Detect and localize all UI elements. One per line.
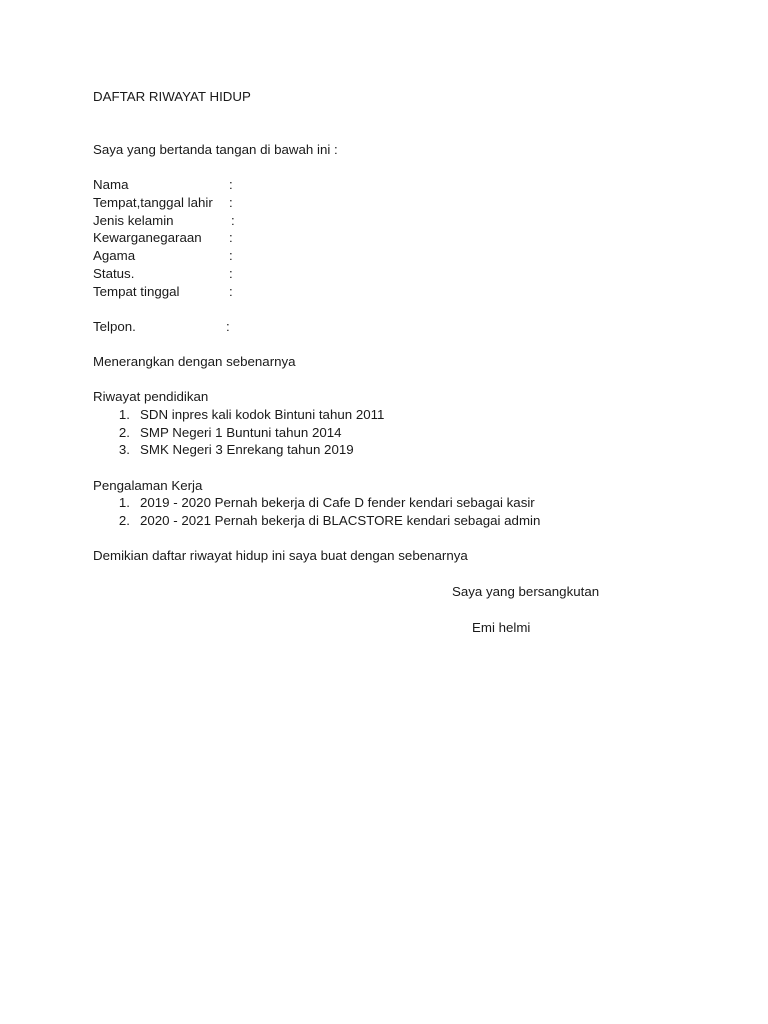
work-heading: Pengalaman Kerja: [93, 478, 203, 493]
field-colon-tempat-tinggal: :: [229, 284, 233, 299]
field-label-agama: Agama: [93, 248, 136, 263]
statement-text: Menerangkan dengan sebenarnya: [93, 354, 296, 369]
document-title: DAFTAR RIWAYAT HIDUP: [93, 89, 251, 104]
field-label-telpon: Telpon.: [93, 319, 136, 334]
work-item-number: 1.: [118, 495, 130, 510]
field-colon-telpon: :: [226, 319, 230, 334]
field-label-status: Status.: [93, 266, 135, 281]
field-colon-kewarganegaraan: :: [229, 230, 233, 245]
field-label-tempat-tanggal-lahir: Tempat,tanggal lahir: [93, 195, 213, 210]
intro-text: Saya yang bertanda tangan di bawah ini :: [93, 142, 338, 157]
education-heading: Riwayat pendidikan: [93, 389, 209, 404]
closing-text: Demikian daftar riwayat hidup ini saya buat dengan sebenarnya: [93, 548, 468, 563]
education-item-number: 3.: [118, 442, 130, 457]
field-colon-status: :: [229, 266, 233, 281]
field-colon-nama: :: [229, 177, 233, 192]
field-colon-agama: :: [229, 248, 233, 263]
field-label-tempat-tinggal: Tempat tinggal: [93, 284, 180, 299]
education-item: SDN inpres kali kodok Bintuni tahun 2011: [140, 407, 385, 422]
signature-label: Saya yang bersangkutan: [452, 584, 600, 599]
education-item-number: 2.: [118, 425, 130, 440]
field-label-jenis-kelamin: Jenis kelamin: [93, 213, 174, 228]
education-item: SMK Negeri 3 Enrekang tahun 2019: [140, 442, 354, 457]
field-colon-tempat-tanggal-lahir: :: [229, 195, 233, 210]
field-colon-jenis-kelamin: :: [231, 213, 235, 228]
work-item: 2020 - 2021 Pernah bekerja di BLACSTORE kendari sebagai admin: [140, 513, 541, 528]
field-label-nama: Nama: [93, 177, 129, 192]
field-label-kewarganegaraan: Kewarganegaraan: [93, 230, 202, 245]
signature-name: Emi helmi: [472, 620, 531, 635]
education-item: SMP Negeri 1 Buntuni tahun 2014: [140, 425, 342, 440]
work-item-number: 2.: [118, 513, 130, 528]
work-item: 2019 - 2020 Pernah bekerja di Cafe D fender kendari sebagai kasir: [140, 495, 535, 510]
education-item-number: 1.: [118, 407, 130, 422]
